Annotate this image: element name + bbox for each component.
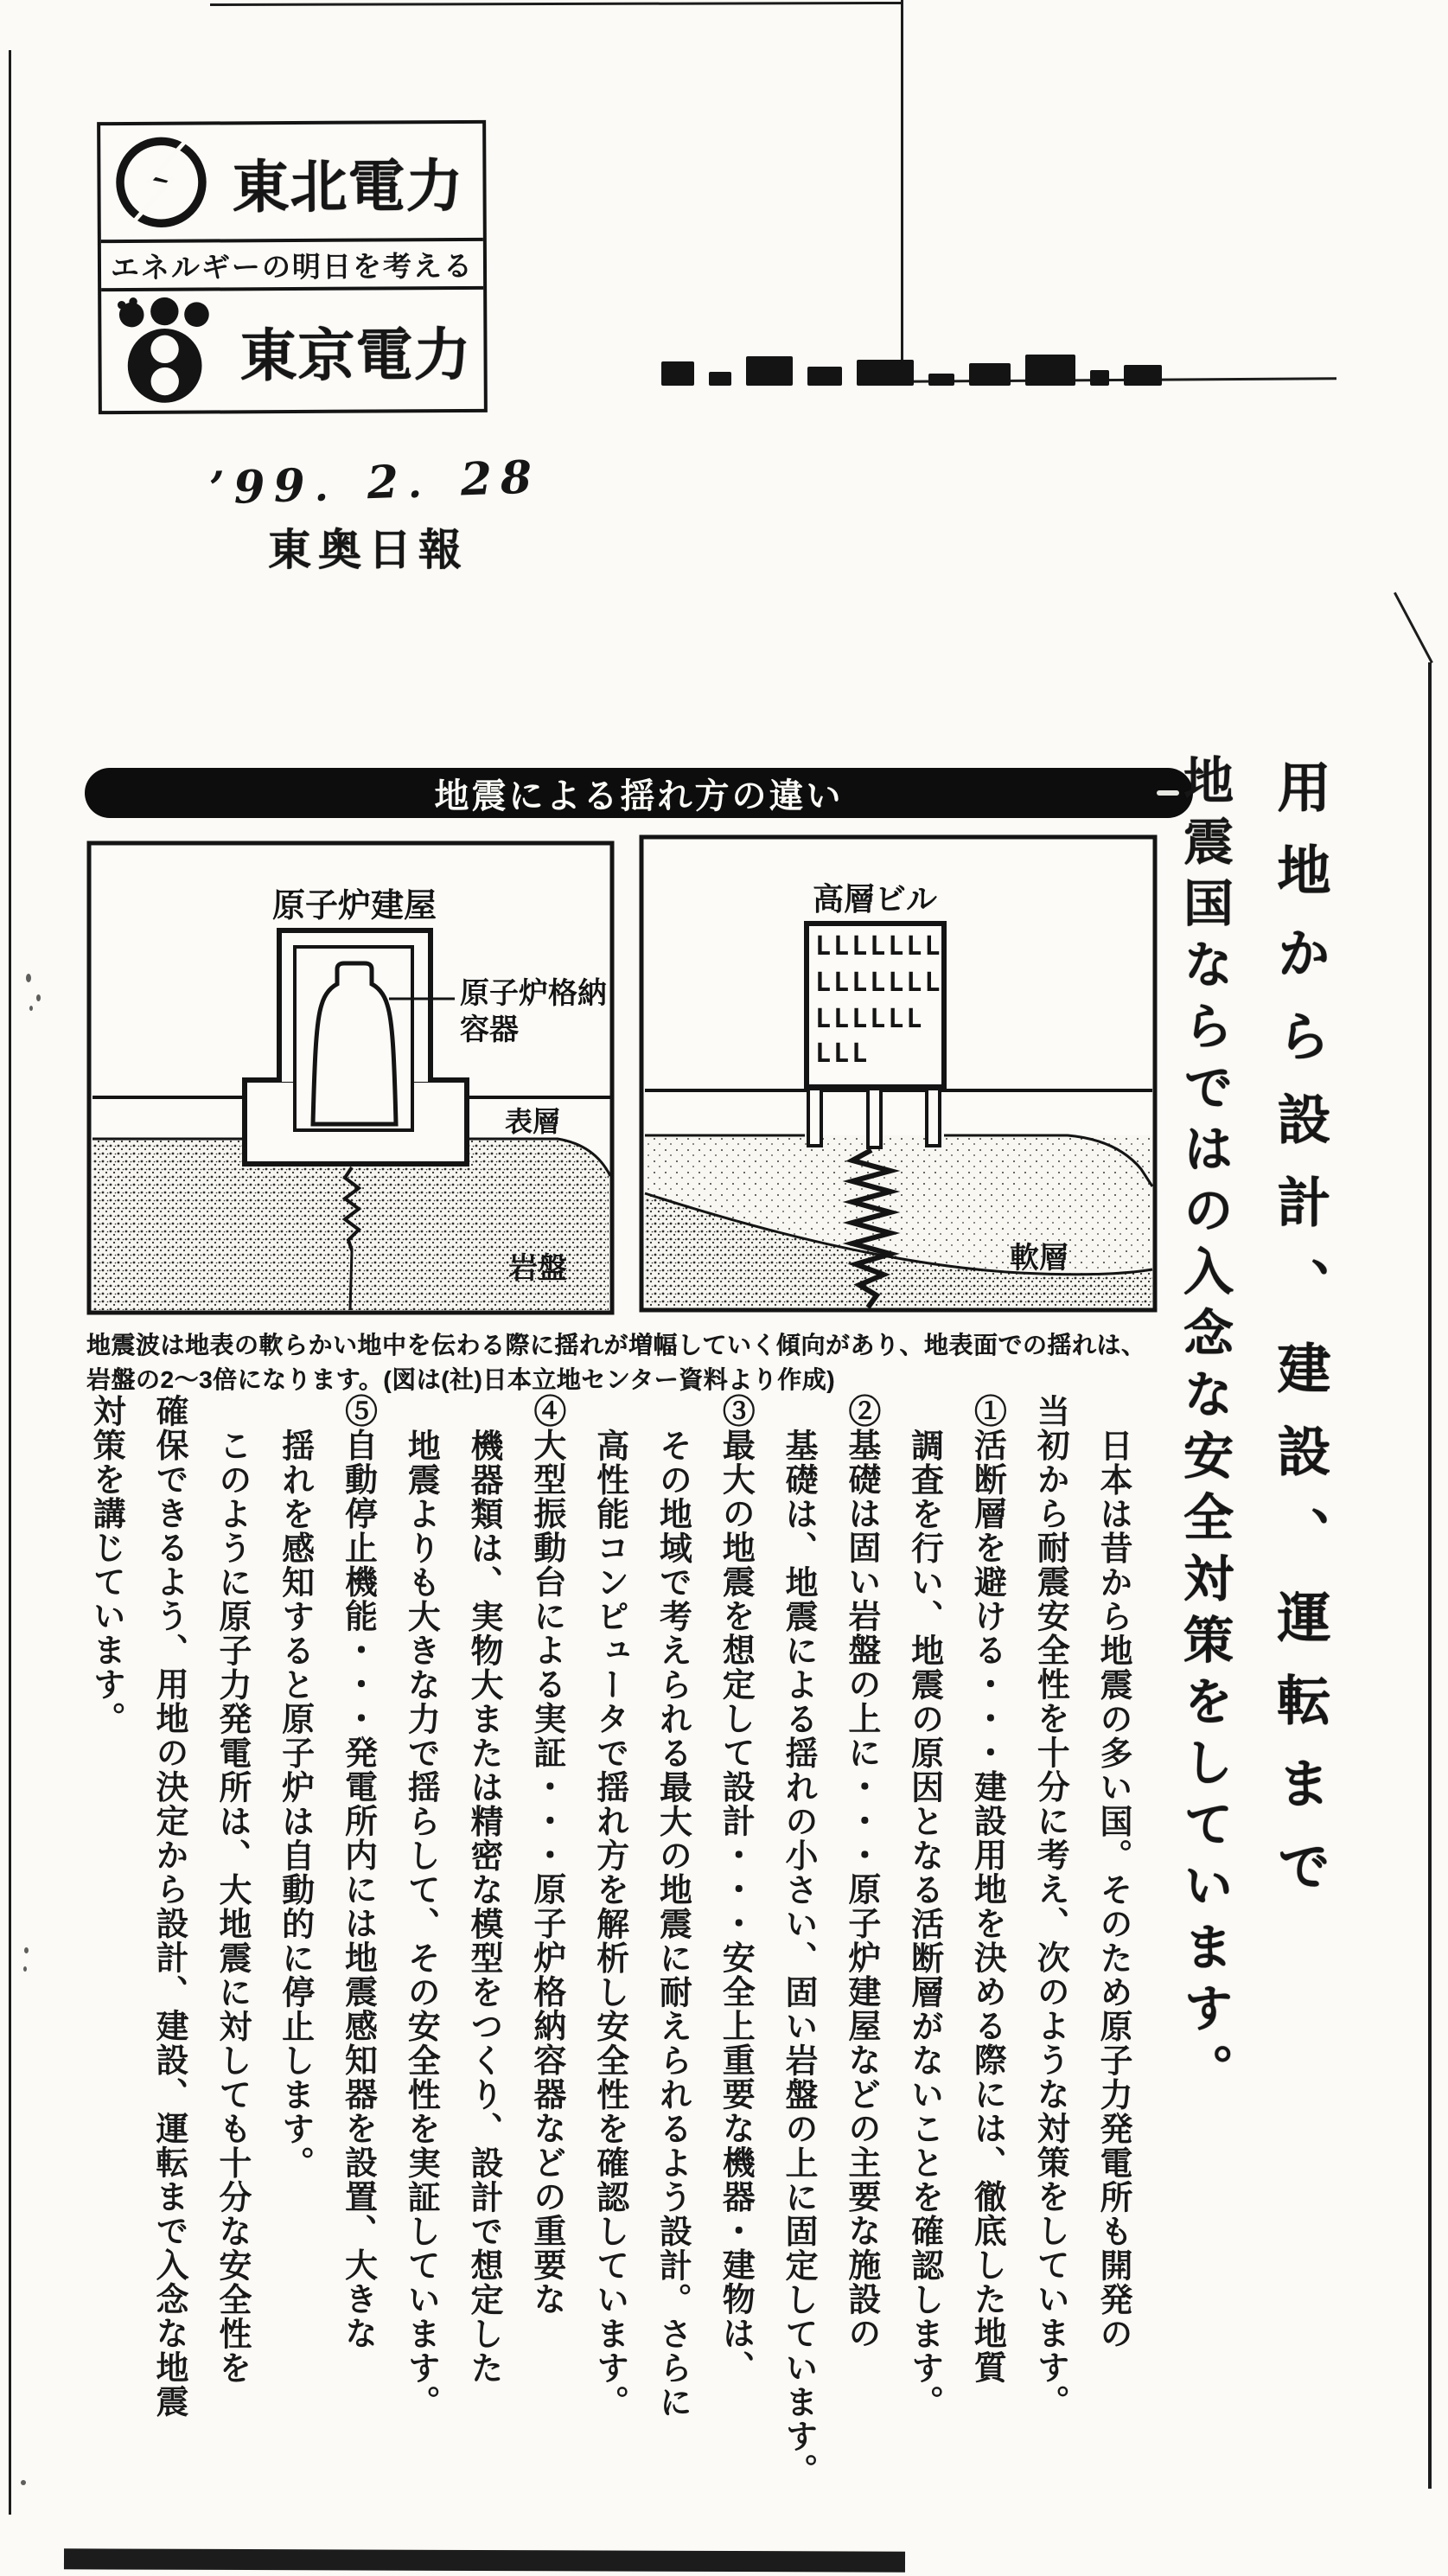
figure-caption-line1: 地震波は地表の軟らかい地中を伝わる際に揺れが増幅していく傾向があり、地表面での揺れは、 <box>86 1332 1146 1358</box>
window-row: LLL <box>815 1039 871 1069</box>
reactor-building-label: 原子炉建屋 <box>271 888 437 924</box>
body-column: 地震よりも大きな力で揺らして、その安全性を実証しています。 <box>402 1429 439 2419</box>
page-fold-diagonal <box>1394 592 1433 664</box>
earthquake-shaking-diagram <box>82 813 1199 1401</box>
ink-speck <box>29 1006 33 1011</box>
body-column: 調査を行い、地震の原因となる活断層がないことを確認します。 <box>905 1429 942 2419</box>
bedrock-label: 岩盤 <box>508 1252 567 1285</box>
advertiser-logo-block <box>97 120 488 414</box>
body-column: ②基礎は固い岩盤の上に・・・原子炉建屋などの主要な施設の <box>842 1394 879 2350</box>
containment-vessel-label-line1: 原子炉格納 <box>460 977 607 1010</box>
figure-title: 地震による揺れ方の違い <box>434 777 844 815</box>
body-column: 確保できるよう、用地の決定から設計、建設、運転まで入念な地震 <box>150 1394 188 2419</box>
overlay-page-right-edge <box>901 0 903 382</box>
figure-title-bar <box>85 768 1193 818</box>
reactor-panel <box>89 843 612 1313</box>
lightning-circle-icon <box>112 133 210 231</box>
window-row: LLLLLLL <box>815 931 943 962</box>
bedrock-crack-line <box>350 1250 352 1310</box>
ink-speck <box>21 2480 26 2485</box>
body-text-block <box>73 1394 1144 2560</box>
body-column: ④大型振動台による実証・・・原子炉格納容器などの重要な <box>527 1394 565 2317</box>
scan-artifact-text-fragments <box>661 348 1202 386</box>
tokyo-electric-row <box>101 290 484 411</box>
headline-line1: 用地から設計、建設、運転まで <box>1269 759 1329 1921</box>
energy-slogan: エネルギーの明日を考える <box>110 249 475 284</box>
body-column: 高性能コンピュータで揺れ方を解析し安全性を確認しています。 <box>590 1429 628 2419</box>
building-pile <box>927 1089 940 1146</box>
body-column: 対策を講じています。 <box>87 1394 124 1735</box>
body-column: ①活断層を避ける・・・建設用地を決める際には、徹底した地質 <box>968 1394 1005 2385</box>
containment-vessel-label-line2: 容器 <box>460 1013 519 1046</box>
newspaper-name-stamp: 東奥日報 <box>268 526 469 574</box>
ink-speck <box>24 1947 29 1953</box>
headline-line2: 地震国ならではの入念な安全対策をしています。 <box>1176 754 1232 2105</box>
body-column: 揺れを感知すると原子炉は自動的に停止します。 <box>276 1429 313 2180</box>
building-pile <box>868 1089 881 1147</box>
body-column: ③最大の地震を想定して設計・・・安全上重要な機器・建物は、 <box>717 1394 754 2385</box>
body-column: 日本は昔から地震の多い国。そのため原子力発電所も開発の <box>1094 1429 1131 2351</box>
ink-speck <box>26 974 31 982</box>
body-column: 基礎は、地震による揺れの小さい、固い岩盤の上に固定しています。 <box>780 1429 817 2488</box>
page-left-edge <box>9 50 11 2515</box>
ink-speck <box>36 994 41 1001</box>
figure-caption-line2: 岩盤の2〜3倍になります。(図は(社)日本立地センター資料より作成) <box>86 1366 836 1393</box>
body-column: その地域で考えられる最大の地震に耐えられるよう設計。さらに <box>654 1429 691 2419</box>
body-column: このように原子力発電所は、大地震に対しても十分な安全性を <box>213 1429 250 2385</box>
overlay-page-top-edge <box>210 2 902 6</box>
body-column: 機器類は、実物大または精密な模型をつくり、設計で想定した <box>465 1429 502 2385</box>
tohoku-electric-row <box>100 124 483 243</box>
highrise-panel <box>641 837 1155 1310</box>
tohoku-electric-name: 東北電力 <box>232 153 464 219</box>
handwritten-clipping-date: ’99．2．28 <box>208 451 542 515</box>
slogan-row <box>101 241 483 291</box>
body-column: ⑤自動停止機能・・・発電所内には地震感知器を設置、大きな <box>339 1394 376 2350</box>
window-row: LLLLLL <box>815 1004 925 1034</box>
window-row: LLLLLLL <box>815 968 943 998</box>
tokyo-electric-name: 東京電力 <box>239 322 472 387</box>
page-right-edge <box>1428 662 1432 2489</box>
body-column: 当初から耐震安全性を十分に考え、次のような対策をしています。 <box>1031 1394 1068 2419</box>
tepco-circles-mark-icon <box>113 296 218 406</box>
building-pile <box>808 1089 821 1146</box>
soft-layer-label: 軟層 <box>1010 1242 1068 1275</box>
surface-layer-label: 表層 <box>505 1106 561 1137</box>
ink-speck <box>23 1966 27 1972</box>
highrise-building-label: 高層ビル <box>812 881 938 917</box>
